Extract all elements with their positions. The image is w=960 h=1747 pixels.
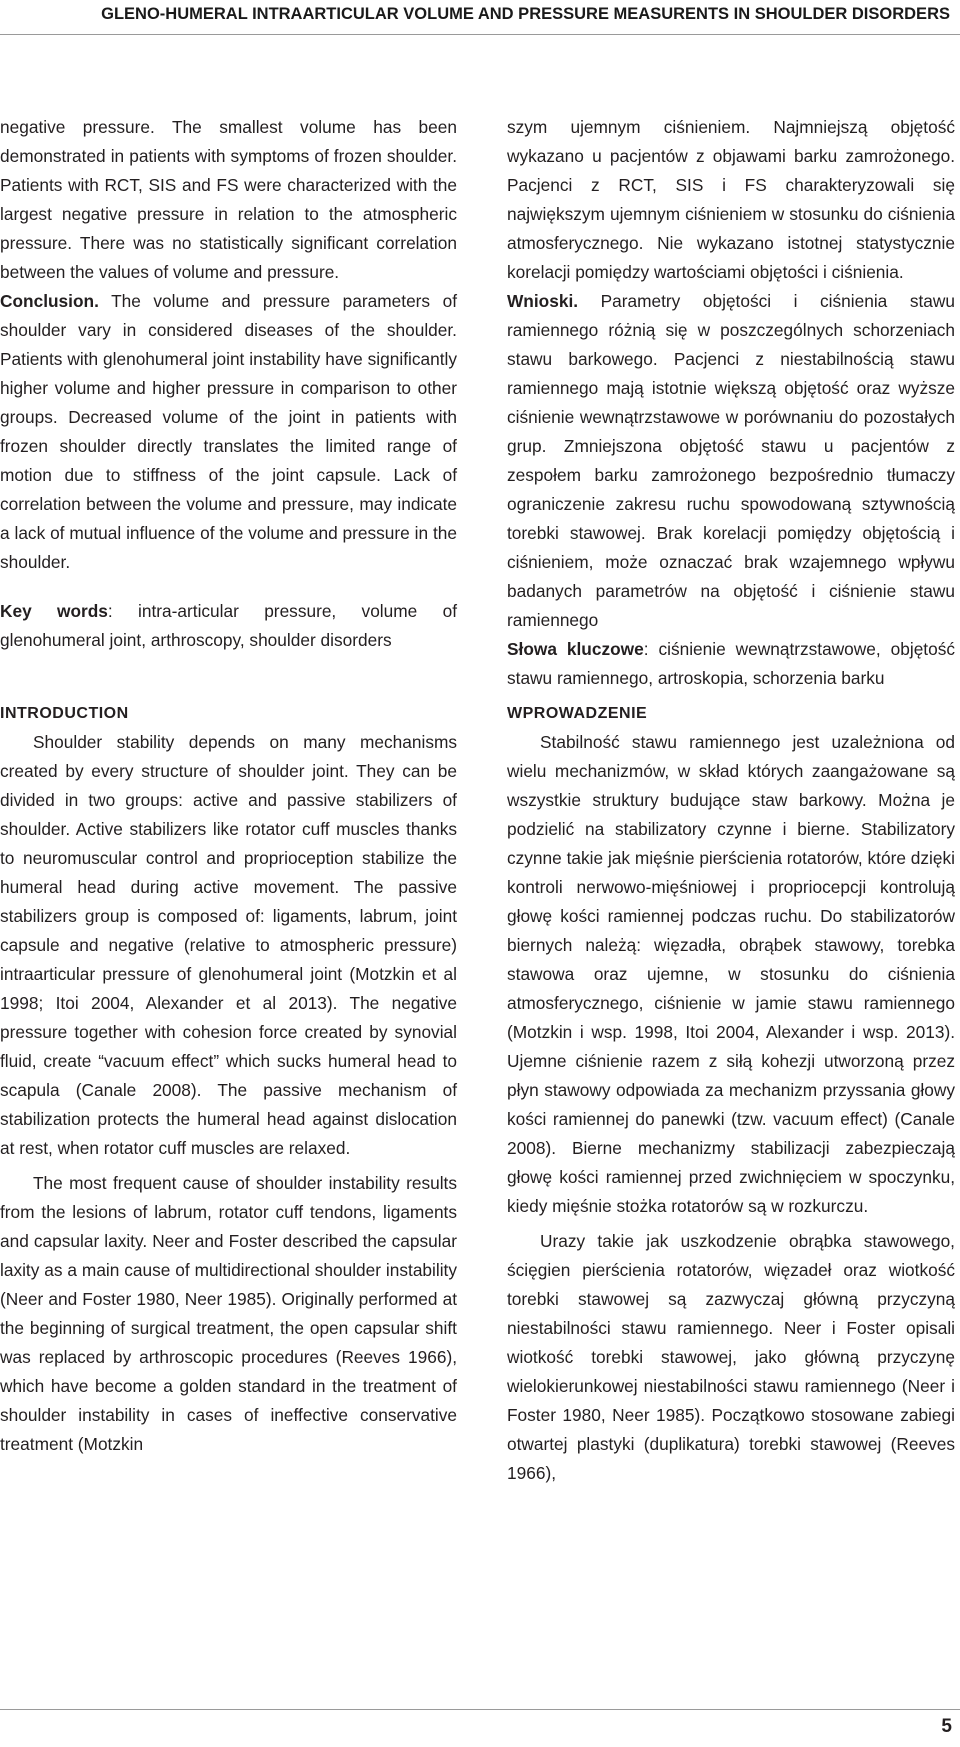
footer-divider bbox=[0, 1709, 960, 1710]
abstract-en-conclusion bbox=[0, 287, 457, 577]
abstract-pl-conclusion-label: Wnioski. bbox=[507, 291, 579, 311]
abstract-en-results: negative pressure. The smallest volume has been demonstrated in patients with symptoms of frozen shoulder. Patients with RCT, SIS and FS were characterized with the largest negative pressure in relation to the atmospheric pressure. There was no statistically significant correlation between the values of volume and pressure. bbox=[0, 117, 457, 282]
introduction-pl bbox=[507, 728, 955, 1488]
introduction-en-paragraph: Shoulder stability depends on many mechanisms created by every structure of shoulder joint. They can be divided in two groups: active and passive stabilizers of shoulder. Active stabilizers like rotator cuff muscles thanks to neuromuscular control and proprioception stabilize the humeral head during active movement. The passive stabilizers group is composed of: ligaments, labrum, joint capsule and negative (relative to atmospheric pressure) intraarticular pressure of glenohumeral joint (Motzkin et al 1998; Itoi 2004, Alexander et al 2013). The negative pressure together with cohesion force created by synovial fluid, create “vacuum effect” which sucks humeral head to scapula (Canale 2008). The passive mechanism of stabilization protects the humeral head against dislocation at rest, when rotator cuff muscles are relaxed. bbox=[0, 732, 457, 1158]
introduction-en bbox=[0, 728, 457, 1459]
abstract-pl-conclusion bbox=[507, 287, 955, 635]
introduction-pl-paragraph: Stabilność stawu ramiennego jest uzależniona od wielu mechanizmów, w skład których zaangażowane są wszystkie struktury budujące staw barkowy. Można je podzielić na stabilizatory czynne i bierne. Stabilizatory czynne takie jak mięśnie pierścienia rotatorów, które dzięki kontroli nerwowo-mięśniowej i propriocepcji kontrolują głowę kości ramiennej podczas ruchu. Do stabilizatorów biernych należą: więzadła, obrąbek stawowy, torebka stawowa oraz ujemne, w stosunku do ciśnienia atmosferycznego, ciśnienie w jamie stawu ramiennego (Motzkin i wsp. 1998, Itoi 2004, Alexander i wsp. 2013). Ujemne ciśnienie razem z siłą kohezji utworzoną przez płyn stawowy odpowiada za mechanizm przyssania głowy kości ramiennej do panewki (tzw. vacuum effect) (Canale 2008). Bierne mechanizmy stabilizacji zabezpieczają głowę kości ramiennej przed zwichnięciem w spoczynku, kiedy mięśnie stożka rotatorów są w rozkurczu. bbox=[507, 732, 955, 1216]
introduction-en-paragraph: The most frequent cause of shoulder instability results from the lesions of labrum, rotator cuff tendons, ligaments and capsular laxity. Neer and Foster described the capsular laxity as a main cause of multidirectional shoulder instability (Neer and Foster 1980, Neer 1985). Originally performed at the beginning of surgical treatment, the open capsular shift was replaced by arthroscopic procedures (Reeves 1966), which have become a golden standard in the treatment of shoulder instability in cases of ineffective conservative treatment (Motzkin bbox=[0, 1173, 457, 1454]
keywords-en-label: Key words bbox=[0, 601, 108, 621]
page-number: 5 bbox=[941, 1716, 952, 1737]
keywords-en-text: : intra-articular pressure, volume of glenohumeral joint, arthroscopy, shoulder disorders bbox=[0, 601, 457, 650]
keywords-en-paragraph bbox=[0, 597, 457, 655]
abstract-en bbox=[0, 113, 457, 577]
header-divider bbox=[0, 34, 960, 35]
keywords-pl-label: Słowa kluczowe bbox=[507, 639, 644, 659]
section-heading-wprowadzenie: WPROWADZENIE bbox=[507, 705, 648, 722]
abstract-pl-results: szym ujemnym ciśnieniem. Najmniejszą objętość wykazano u pacjentów z objawami barku zamrożonego. Pacjenci z RCT, SIS i FS charakteryzowali się największym ujemnym ciśnieniem w stosunku do ciśnienia atmosferycznego. Nie wykazano istotnej statystycznie korelacji pomiędzy wartościami objętości i ciśnienia. bbox=[507, 117, 955, 282]
abstract-en-conclusion-label: Conclusion. bbox=[0, 291, 99, 311]
running-header: GLENO-HUMERAL INTRAARTICULAR VOLUME AND PRESSURE MEASURENTS IN SHOULDER DISORDERS bbox=[101, 5, 950, 23]
abstract-en-conclusion-text: The volume and pressure parameters of shoulder vary in considered diseases of the shoulder. Patients with glenohumeral joint instability have significantly higher volume and higher pressure in comparison to other groups. Decreased volume of the joint in patients with frozen shoulder directly translates the limited range of motion due to stiffness of the joint capsule. Lack of correlation between the volume and pressure, may indicate a lack of mutual influence of the volume and pressure in the shoulder. bbox=[0, 291, 457, 572]
abstract-pl-conclusion-text: Parametry objętości i ciśnienia stawu ramiennego różnią się w poszczególnych schorzeniach stawu barkowego. Pacjenci z niestabilnością stawu ramiennego mają istotnie większą objętość oraz wyższe ciśnienie wewnątrzstawowe w porównaniu do pozostałych grup. Zmniejszona objętość stawu u pacjentów z zespołem barku zamrożonego bezpośrednio tłumaczy ograniczenie zakresu ruchu spowodowaną sztywnością torebki stawowej. Brak korelacji pomiędzy objętością i ciśnieniem, może oznaczać brak wzajemnego wpływu badanych parametrów na objętość i ciśnienie stawu ramiennego bbox=[507, 291, 955, 630]
keywords-en bbox=[0, 597, 457, 655]
introduction-pl-paragraph: Urazy takie jak uszkodzenie obrąbka stawowego, ścięgien pierścienia rotatorów, więzadeł oraz wiotkość torebki stawowej są zazwyczaj główną przyczyną niestabilności stawu ramiennego. Neer i Foster opisali wiotkość torebki stawowej, jako główną przyczynę wielokierunkowej niestabilności stawu ramiennego (Neer i Foster 1980, Neer 1985). Początkowo stosowane zabiegi otwartej plastyki (duplikatura) torebki stawowej (Reeves 1966), bbox=[507, 1231, 955, 1483]
abstract-pl bbox=[507, 113, 955, 693]
keywords-pl-text: : ciśnienie wewnątrzstawowe, objętość stawu ramiennego, artroskopia, schorzenia barku bbox=[507, 639, 955, 688]
section-heading-introduction: INTRODUCTION bbox=[0, 705, 129, 722]
keywords-pl-paragraph bbox=[507, 635, 955, 693]
